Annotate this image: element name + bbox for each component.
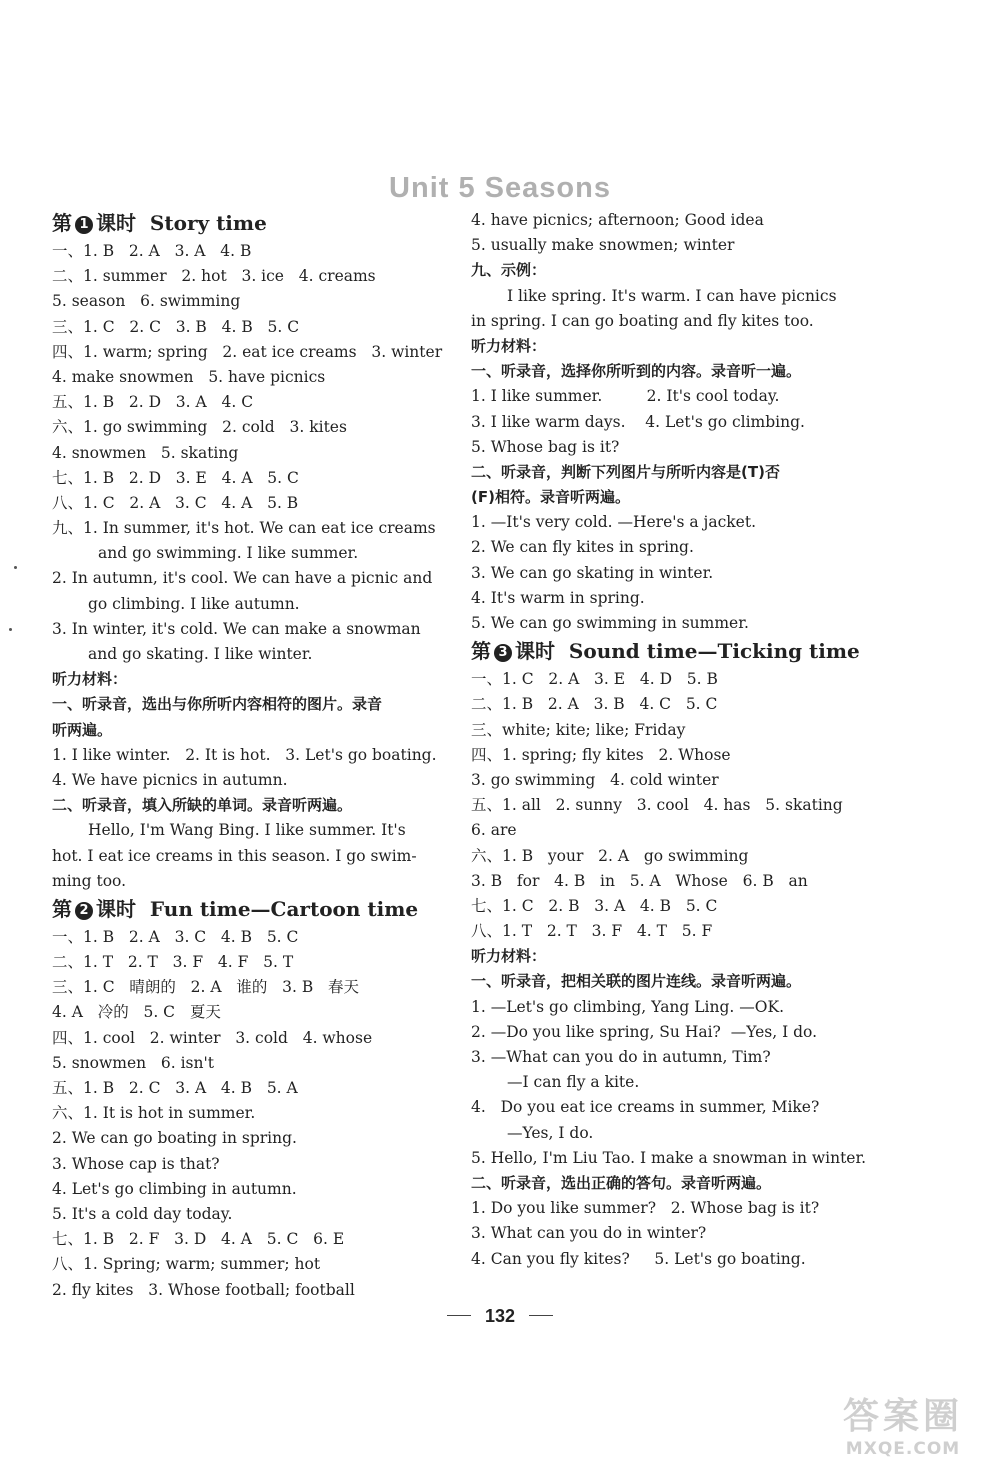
answer-line: hot. I eat ice creams in this season. I go swim- bbox=[52, 846, 417, 865]
answer-line: 四、1. warm; spring 2. eat ice creams 3. winter bbox=[52, 342, 443, 361]
answer-line: 3. In winter, it's cold. We can make a snowman bbox=[52, 619, 421, 638]
answer-line: in spring. I can go boating and fly kites too. bbox=[471, 311, 814, 330]
answer-line: —Yes, I do. bbox=[507, 1123, 594, 1142]
answer-line: 一、1. C 2. A 3. E 4. D 5. B bbox=[471, 670, 718, 689]
answer-line: 3. go swimming 4. cold winter bbox=[471, 770, 719, 789]
answer-line: 5. usually make snowmen; winter bbox=[471, 236, 735, 255]
answer-line: 三、white; kite; like; Friday bbox=[471, 720, 686, 739]
answer-line: 四、1. spring; fly kites 2. Whose bbox=[471, 745, 731, 764]
answer-line: and go swimming. I like summer. bbox=[98, 544, 359, 563]
lesson-number-badge: 1 bbox=[75, 216, 93, 234]
answer-line: 2. We can fly kites in spring. bbox=[471, 538, 694, 557]
answer-line: 五、1. all 2. sunny 3. cool 4. has 5. skating bbox=[471, 796, 843, 815]
answer-line: 三、1. C 2. C 3. B 4. B 5. C bbox=[52, 317, 300, 336]
answer-line: 一、听录音，选择你所听到的内容。录音听一遍。 bbox=[471, 362, 802, 381]
answer-line: —I can fly a kite. bbox=[507, 1073, 640, 1092]
answer-line: and go skating. I like winter. bbox=[88, 645, 313, 663]
answer-line: 3. B for 4. B in 5. A Whose 6. B an bbox=[471, 871, 808, 890]
answer-line: 2. In autumn, it's cool. We can have a picnic and bbox=[52, 569, 433, 588]
answer-line: 二、1. B 2. A 3. B 4. C 5. C bbox=[471, 695, 718, 714]
answer-line: I like spring. It's warm. I can have picnics bbox=[507, 286, 837, 305]
answer-line: 听两遍。 bbox=[52, 720, 113, 739]
answer-line: 七、1. B 2. F 3. D 4. A 5. C 6. E bbox=[52, 1230, 345, 1249]
lesson-number-badge: 2 bbox=[75, 902, 93, 920]
lesson-2-answers-continued bbox=[471, 208, 871, 636]
lesson-3-title: 第 3 课时 Sound time—Ticking time bbox=[471, 639, 860, 664]
answer-line: 四、1. cool 2. winter 3. cold 4. whose bbox=[52, 1028, 373, 1047]
answer-line: 4. It's warm in spring. bbox=[471, 588, 645, 607]
answer-line: 6. are bbox=[471, 821, 517, 840]
answer-line: 3. Whose cap is that? bbox=[52, 1154, 220, 1173]
answer-line: 4. Do you eat ice creams in summer, Mike? bbox=[471, 1098, 820, 1117]
answer-line: 5. Whose bag is it? bbox=[471, 437, 620, 456]
answer-line: 1. —It's very cold. —Here's a jacket. bbox=[471, 513, 757, 532]
answer-line: 5. snowmen 6. isn't bbox=[52, 1053, 214, 1072]
answer-line: 听力材料： bbox=[471, 336, 547, 355]
answer-line: 1. I like winter. 2. It is hot. 3. Let's go boating. bbox=[52, 745, 437, 764]
answer-line: 4. Can you fly kites? 5. Let's go boating. bbox=[471, 1249, 806, 1268]
answer-line: 一、听录音，选出与你所听内容相符的图片。录音 bbox=[52, 695, 383, 714]
answer-line: 听力材料： bbox=[471, 947, 547, 966]
answer-line: ming too. bbox=[52, 871, 127, 890]
answer-line: 八、1. C 2. A 3. C 4. A 5. B bbox=[52, 493, 299, 512]
answer-line: 4. A 冷的 5. C 夏天 bbox=[52, 1003, 221, 1022]
lesson-1-title: 第 1 课时 Story time bbox=[52, 211, 267, 235]
answer-line: 1. Do you like summer? 2. Whose bag is it? bbox=[471, 1199, 820, 1218]
answer-line: 五、1. B 2. C 3. A 4. B 5. A bbox=[52, 1079, 298, 1097]
answer-line: 五、1. B 2. D 3. A 4. C bbox=[52, 393, 254, 412]
answer-line: 听力材料： bbox=[52, 670, 128, 689]
answer-line: 一、听录音，把相关联的图片连线。录音听两遍。 bbox=[471, 972, 802, 991]
margin-dot bbox=[9, 628, 12, 631]
answer-line: (F)相符。录音听两遍。 bbox=[471, 488, 630, 507]
answer-line: 2. We can go boating in spring. bbox=[52, 1129, 297, 1148]
answer-line: go climbing. I like autumn. bbox=[88, 594, 300, 613]
answer-line: 一、1. B 2. A 3. A 4. B bbox=[52, 242, 252, 260]
answer-line: 1. I like summer. 2. It's cool today. bbox=[471, 387, 780, 406]
answer-line: 4. make snowmen 5. have picnics bbox=[52, 367, 326, 386]
lesson-1-answers bbox=[52, 239, 450, 894]
answer-line: 4. have picnics; afternoon; Good idea bbox=[471, 211, 764, 229]
answer-line: 七、1. B 2. D 3. E 4. A 5. C bbox=[52, 468, 299, 487]
page-number: 132 bbox=[0, 1306, 1000, 1327]
answer-line: 八、1. Spring; warm; summer; hot bbox=[52, 1255, 321, 1274]
answer-line: 5. Hello, I'm Liu Tao. I make a snowman in winter. bbox=[471, 1148, 867, 1167]
answer-line: 六、1. go swimming 2. cold 3. kites bbox=[52, 418, 347, 437]
answer-line: 七、1. C 2. B 3. A 4. B 5. C bbox=[471, 896, 718, 915]
lesson-number-badge: 3 bbox=[494, 644, 512, 662]
answer-line: 六、1. B your 2. A go swimming bbox=[471, 846, 749, 865]
answer-line: 3. I like warm days. 4. Let's go climbing. bbox=[471, 412, 805, 431]
answer-line: 二、1. T 2. T 3. F 4. F 5. T bbox=[52, 953, 294, 972]
watermark-logo: 答案圈 MXQE.COM bbox=[842, 1396, 963, 1459]
lesson-3-answers bbox=[471, 667, 871, 1272]
answer-line: 二、1. summer 2. hot 3. ice 4. creams bbox=[52, 267, 376, 286]
answer-line: 八、1. T 2. T 3. F 4. T 5. F bbox=[471, 922, 713, 941]
answer-line: 2. —Do you like spring, Su Hai? —Yes, I do. bbox=[471, 1022, 818, 1041]
left-column bbox=[52, 208, 450, 1303]
answer-line: 5. We can go swimming in summer. bbox=[471, 614, 749, 632]
answer-line: 5. season 6. swimming bbox=[52, 292, 241, 311]
answer-line: 三、1. C 晴朗的 2. A 谁的 3. B 春天 bbox=[52, 978, 359, 997]
answer-line: 九、示例： bbox=[471, 261, 547, 280]
answer-line: 3. —What can you do in autumn, Tim? bbox=[471, 1048, 771, 1066]
answer-line: 4. snowmen 5. skating bbox=[52, 443, 239, 462]
answer-line: 1. —Let's go climbing, Yang Ling. —OK. bbox=[471, 997, 784, 1016]
answer-line: 5. It's a cold day today. bbox=[52, 1204, 233, 1223]
right-column bbox=[471, 208, 871, 1272]
answer-line: 一、1. B 2. A 3. C 4. B 5. C bbox=[52, 927, 299, 946]
answer-line: 2. fly kites 3. Whose football; football bbox=[52, 1280, 355, 1299]
answer-line: 二、听录音，选出正确的答句。录音听两遍。 bbox=[471, 1173, 772, 1192]
lesson-2-answers bbox=[52, 925, 450, 1303]
answer-line: 九、1. In summer, it's hot. We can eat ice creams bbox=[52, 519, 436, 538]
answer-line: 二、听录音，判断下列图片与所听内容是(T)否 bbox=[471, 462, 780, 481]
answer-line: 二、听录音，填入所缺的单词。录音听两遍。 bbox=[52, 796, 353, 815]
margin-dot bbox=[14, 566, 17, 569]
answer-line: 3. What can you do in winter? bbox=[471, 1224, 707, 1243]
answer-line: 4. We have picnics in autumn. bbox=[52, 770, 288, 789]
answer-line: 3. We can go skating in winter. bbox=[471, 563, 714, 582]
answer-line: Hello, I'm Wang Bing. I like summer. It's bbox=[88, 821, 406, 840]
answer-line: 4. Let's go climbing in autumn. bbox=[52, 1179, 297, 1198]
lesson-2-title: 第 2 课时 Fun time—Cartoon time bbox=[52, 896, 419, 921]
unit-title: Unit 5 Seasons bbox=[389, 172, 611, 204]
answer-line: 六、1. It is hot in summer. bbox=[52, 1104, 256, 1123]
